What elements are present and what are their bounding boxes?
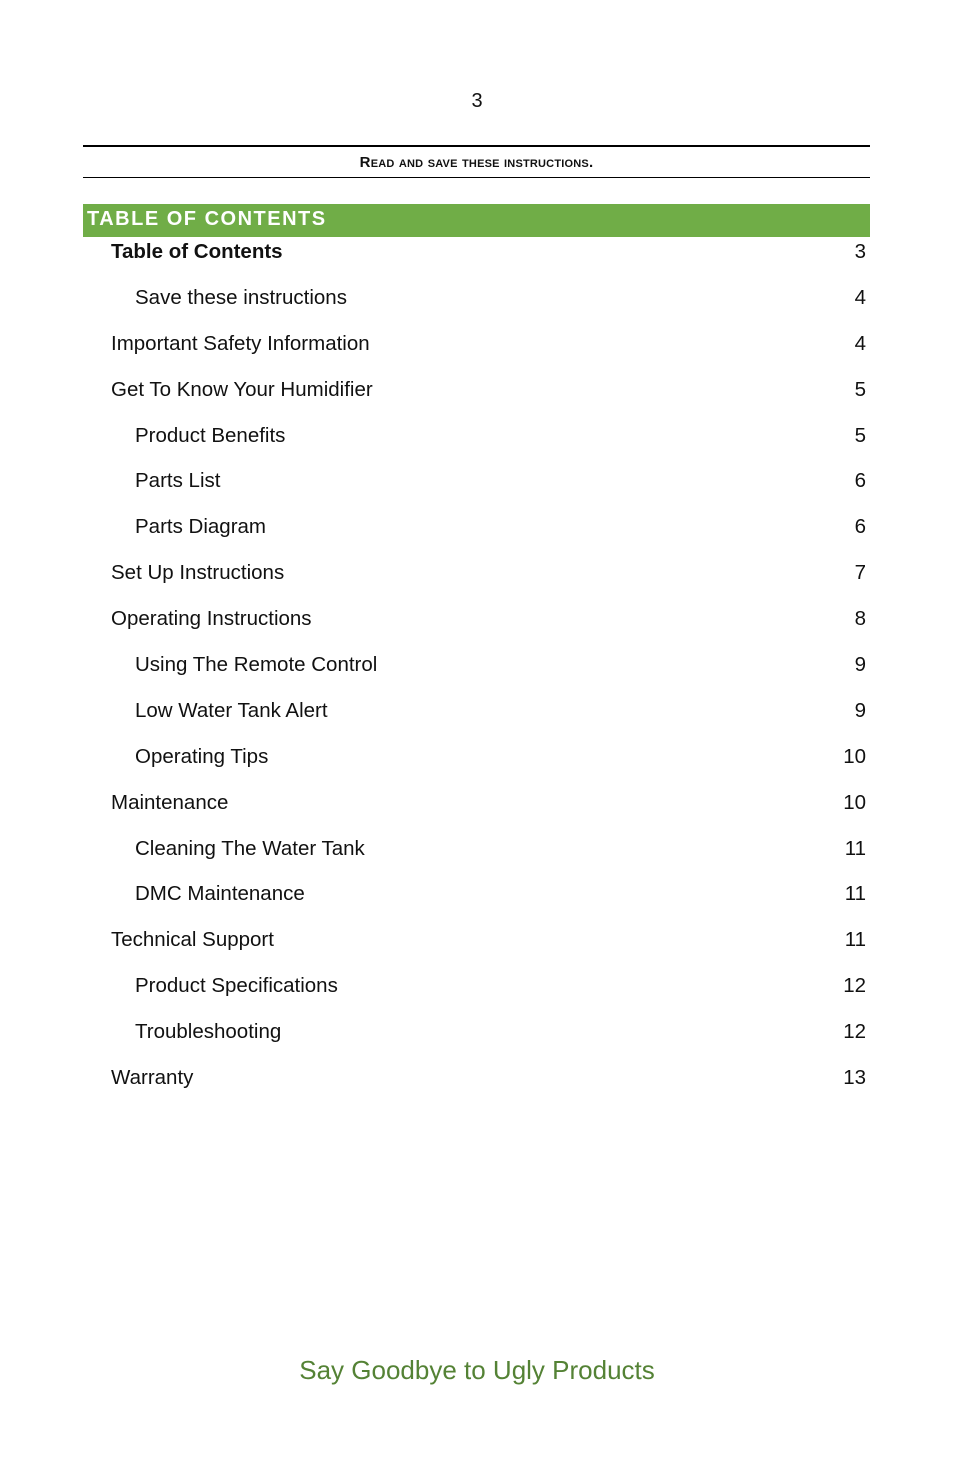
toc-entry-title: DMC Maintenance xyxy=(135,882,305,906)
toc-entry-page: 4 xyxy=(854,285,866,309)
toc-entry-title: Operating Tips xyxy=(135,744,269,768)
toc-entry-title: Get To Know Your Humidifier xyxy=(111,377,373,401)
toc-entry[interactable] xyxy=(83,788,870,834)
toc-list xyxy=(83,237,870,1109)
toc-entry[interactable] xyxy=(83,925,870,971)
toc-entry[interactable] xyxy=(83,558,870,604)
footer-tagline: Say Goodbye to Ugly Products xyxy=(299,1355,655,1385)
toc-entry-page: 5 xyxy=(854,377,866,401)
toc-entry-page: 11 xyxy=(844,928,866,952)
toc-entry-page: 6 xyxy=(854,515,866,539)
toc-entry-page: 10 xyxy=(843,790,866,814)
toc-entry-title: Product Benefits xyxy=(135,423,286,447)
toc-entry[interactable] xyxy=(83,696,870,742)
toc-entry-title: Set Up Instructions xyxy=(111,561,285,585)
toc-entry[interactable] xyxy=(83,971,870,1017)
toc-entry-title: Cleaning The Water Tank xyxy=(135,836,365,860)
toc-entry[interactable] xyxy=(83,421,870,467)
toc-entry-title: Troubleshooting xyxy=(135,1020,282,1044)
page-number: 3 xyxy=(471,90,483,112)
toc-entry-title: Table of Contents xyxy=(111,240,283,263)
toc-entry[interactable] xyxy=(83,742,870,788)
toc-entry-title: Product Specifications xyxy=(135,974,338,998)
toc-entry-page: 12 xyxy=(843,974,866,998)
toc-entry-title: Warranty xyxy=(111,1066,194,1090)
toc-entry[interactable] xyxy=(83,375,870,421)
toc-heading: TABLE OF CONTENTS xyxy=(83,204,870,237)
toc-entry-page: 6 xyxy=(854,469,866,493)
toc-entry-title: Maintenance xyxy=(111,790,229,814)
toc-entry[interactable] xyxy=(83,879,870,925)
toc-entry-page: 3 xyxy=(854,240,866,263)
toc-entry[interactable] xyxy=(83,283,870,329)
toc-entry-page: 10 xyxy=(843,744,866,768)
toc-entry[interactable] xyxy=(83,650,870,696)
toc-entry[interactable] xyxy=(83,329,870,375)
toc-entry-title: Parts List xyxy=(135,469,221,493)
toc-entry[interactable] xyxy=(83,1017,870,1063)
toc-entry-page: 11 xyxy=(844,836,866,860)
toc-entry-title: Parts Diagram xyxy=(135,515,267,539)
toc-entry[interactable] xyxy=(83,512,870,558)
toc-entry-title: Low Water Tank Alert xyxy=(135,698,328,722)
toc-entry-title: Save these instructions xyxy=(135,285,347,309)
toc-entry-page: 8 xyxy=(854,607,866,631)
toc-entry[interactable] xyxy=(83,237,870,283)
toc-entry[interactable] xyxy=(83,604,870,650)
toc-entry-page: 12 xyxy=(843,1020,866,1044)
toc-entry-page: 5 xyxy=(854,423,866,447)
toc-entry-page: 9 xyxy=(854,698,866,722)
toc-entry-title: Operating Instructions xyxy=(111,607,312,631)
toc-entry-title: Important Safety Information xyxy=(111,331,370,355)
toc-entry-page: 9 xyxy=(854,653,866,677)
toc-entry-page: 4 xyxy=(854,331,866,355)
toc-entry-title: Technical Support xyxy=(111,928,274,952)
toc-entry-title: Using The Remote Control xyxy=(135,653,378,677)
toc-entry[interactable] xyxy=(83,466,870,512)
toc-entry[interactable] xyxy=(83,1063,870,1109)
toc-entry[interactable] xyxy=(83,834,870,880)
running-header: Read and save these instructions. xyxy=(83,145,870,178)
toc-entry-page: 11 xyxy=(844,882,866,906)
toc-entry-page: 7 xyxy=(854,561,866,585)
toc-entry-page: 13 xyxy=(843,1066,866,1090)
